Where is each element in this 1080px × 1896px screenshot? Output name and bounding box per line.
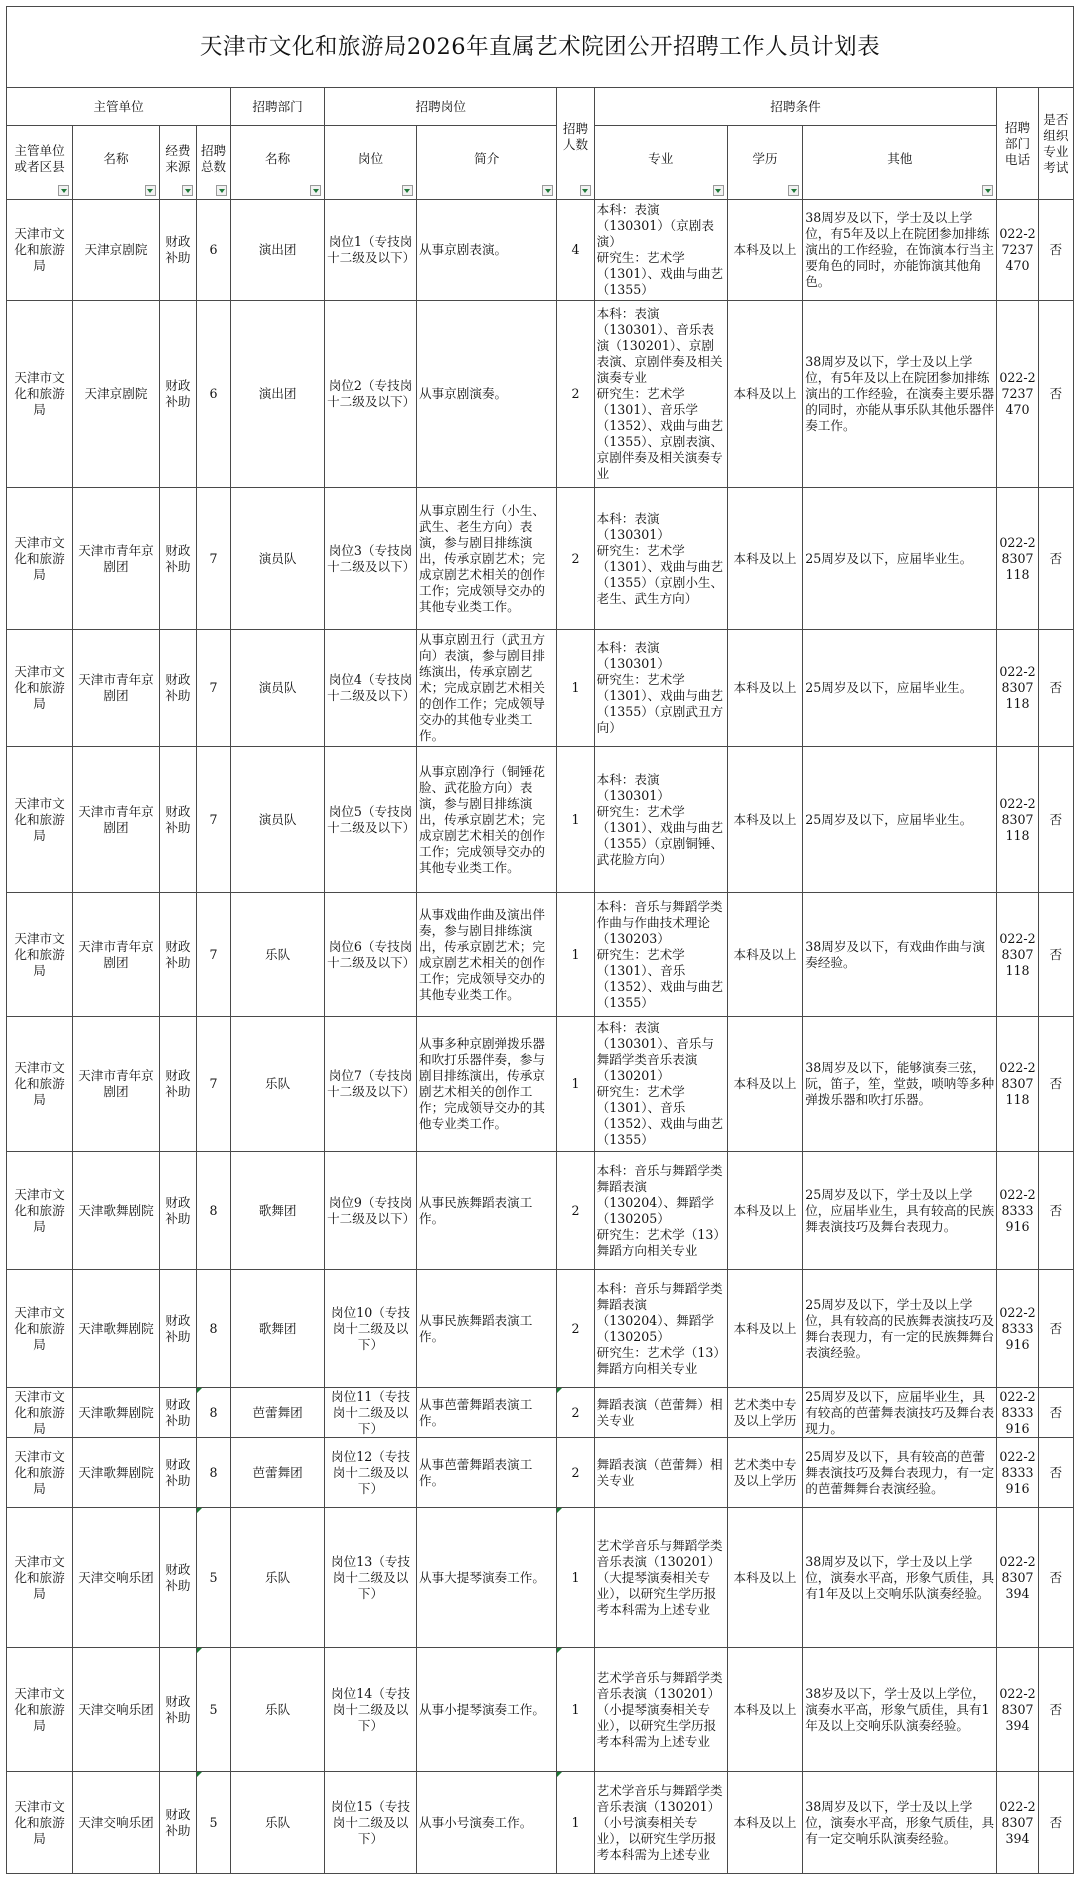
filter-dropdown-intro[interactable] <box>542 185 553 196</box>
total-cell[interactable]: 5 <box>197 1648 231 1772</box>
group-header-unit: 主管单位 <box>7 88 231 126</box>
major-cell[interactable]: 本科：表演（130301） 研究生：艺术学（1301）、戏曲与曲艺（1355）（京剧小生、老生、武生方向） <box>594 488 727 630</box>
dept-cell[interactable]: 演员队 <box>231 488 325 630</box>
exam-cell[interactable]: 否 <box>1038 893 1073 1017</box>
total-cell[interactable]: 8 <box>197 1388 231 1438</box>
unit-name-cell[interactable]: 天津交响乐团 <box>73 1508 160 1648</box>
unit-name-cell[interactable]: 天津市青年京剧团 <box>73 747 160 893</box>
intro-cell[interactable]: 从事京剧表演。 <box>416 200 556 301</box>
district-cell[interactable]: 天津市文化和旅游局 <box>7 1152 73 1270</box>
count-cell[interactable]: 2 <box>557 1438 594 1508</box>
edu-cell[interactable]: 本科及以上 <box>727 630 802 747</box>
funding-cell[interactable]: 财政补助 <box>159 747 196 893</box>
position-cell[interactable]: 岗位6（专技岗十二级及以下） <box>325 893 417 1017</box>
intro-cell[interactable]: 从事民族舞蹈表演工作。 <box>416 1152 556 1270</box>
dept-cell[interactable]: 乐队 <box>231 1017 325 1152</box>
edu-cell[interactable]: 本科及以上 <box>727 1152 802 1270</box>
other-cell[interactable]: 38岁及以下，学士及以上学位，演奏水平高，形象气质佳，具有1年及以上交响乐队演奏经验。 <box>803 1648 997 1772</box>
funding-cell[interactable]: 财政补助 <box>159 1772 196 1874</box>
table-row <box>7 1388 1074 1438</box>
major-cell[interactable]: 本科：音乐与舞蹈学类舞蹈表演（130204）、舞蹈学（130205） 研究生：艺术学（13）舞蹈方向相关专业 <box>594 1270 727 1388</box>
count-cell[interactable]: 1 <box>557 1508 594 1648</box>
major-cell[interactable]: 本科：表演（130301）、音乐表演（130201）、京剧表演、京剧伴奏及相关演奏专业 研究生：艺术学（1301）、音乐学（1352）、戏曲与曲艺（1355）、京剧表演、京剧伴奏及相关演奏专业 <box>594 301 727 488</box>
unit-name-cell[interactable]: 天津市青年京剧团 <box>73 488 160 630</box>
header-major <box>594 126 727 200</box>
count-cell[interactable]: 1 <box>557 630 594 747</box>
filter-dropdown-district[interactable] <box>58 185 69 196</box>
major-cell[interactable]: 舞蹈表演（芭蕾舞）相关专业 <box>594 1388 727 1438</box>
dept-cell[interactable]: 乐队 <box>231 1648 325 1772</box>
count-cell[interactable]: 1 <box>557 1648 594 1772</box>
district-cell[interactable]: 天津市文化和旅游局 <box>7 1648 73 1772</box>
funding-cell[interactable]: 财政补助 <box>159 488 196 630</box>
dept-cell[interactable]: 芭蕾舞团 <box>231 1438 325 1508</box>
unit-name-cell[interactable]: 天津歌舞剧院 <box>73 1388 160 1438</box>
count-cell[interactable]: 1 <box>557 1017 594 1152</box>
recruitment-plan-sheet <box>6 6 1074 1874</box>
district-cell[interactable]: 天津市文化和旅游局 <box>7 1388 73 1438</box>
header-other <box>803 126 997 200</box>
count-cell[interactable]: 2 <box>557 1388 594 1438</box>
dept-cell[interactable]: 歌舞团 <box>231 1270 325 1388</box>
table-row <box>7 630 1074 747</box>
major-cell[interactable]: 本科：表演（130301）、音乐与舞蹈学类音乐表演（130201） 研究生：艺术学（1301）、音乐（1352）、戏曲与曲艺（1355） <box>594 1017 727 1152</box>
position-cell[interactable]: 岗位12（专技岗十二级及以下） <box>325 1438 417 1508</box>
phone-cell[interactable]: 022-28307118 <box>997 630 1038 747</box>
header-district <box>7 126 73 200</box>
table-row <box>7 1772 1074 1874</box>
header-major-label: 专业 <box>648 150 674 166</box>
major-cell[interactable]: 舞蹈表演（芭蕾舞）相关专业 <box>594 1438 727 1508</box>
filter-dropdown-funding[interactable] <box>182 185 193 196</box>
phone-cell[interactable]: 022-28307118 <box>997 488 1038 630</box>
dept-cell[interactable]: 乐队 <box>231 893 325 1017</box>
edu-cell[interactable]: 本科及以上 <box>727 1508 802 1648</box>
header-dept-name <box>231 126 325 200</box>
edu-cell[interactable]: 本科及以上 <box>727 1017 802 1152</box>
table-row <box>7 488 1074 630</box>
intro-cell[interactable]: 从事京剧演奏。 <box>416 301 556 488</box>
funding-cell[interactable]: 财政补助 <box>159 1508 196 1648</box>
exam-cell[interactable]: 否 <box>1038 630 1073 747</box>
unit-name-cell[interactable]: 天津京剧院 <box>73 301 160 488</box>
header-total <box>197 126 231 200</box>
intro-cell[interactable]: 从事小号演奏工作。 <box>416 1772 556 1874</box>
phone-cell[interactable]: 022-28333916 <box>997 1152 1038 1270</box>
unit-name-cell[interactable]: 天津市青年京剧团 <box>73 630 160 747</box>
unit-name-cell[interactable]: 天津京剧院 <box>73 200 160 301</box>
intro-cell[interactable]: 从事大提琴演奏工作。 <box>416 1508 556 1648</box>
phone-cell[interactable]: 022-28333916 <box>997 1438 1038 1508</box>
header-intro-label: 简介 <box>474 150 500 166</box>
total-cell[interactable]: 8 <box>197 1152 231 1270</box>
header-edu <box>727 126 802 200</box>
header-exam-label: 是否组织专业考试 <box>1043 111 1069 175</box>
position-cell[interactable]: 岗位14（专技岗十二级及以下） <box>325 1648 417 1772</box>
edu-cell[interactable]: 本科及以上 <box>727 893 802 1017</box>
funding-cell[interactable]: 财政补助 <box>159 200 196 301</box>
filter-dropdown-dept-name[interactable] <box>310 185 321 196</box>
phone-cell[interactable]: 022-28307118 <box>997 1017 1038 1152</box>
unit-name-cell[interactable]: 天津歌舞剧院 <box>73 1270 160 1388</box>
exam-cell[interactable]: 否 <box>1038 200 1073 301</box>
exam-cell[interactable]: 否 <box>1038 488 1073 630</box>
table-row <box>7 301 1074 488</box>
other-cell[interactable]: 25周岁及以下，应届毕业生。 <box>803 630 997 747</box>
intro-cell[interactable]: 从事小提琴演奏工作。 <box>416 1648 556 1772</box>
intro-cell[interactable]: 从事京剧生行（小生、武生、老生方向）表演，参与剧目排练演出，传承京剧艺术；完成京剧艺术相关的创作工作；完成领导交办的其他专业类工作。 <box>416 488 556 630</box>
count-cell[interactable]: 2 <box>557 1152 594 1270</box>
header-district-label: 主管单位或者区县 <box>14 142 65 174</box>
header-funding <box>159 126 196 200</box>
intro-cell[interactable]: 从事戏曲作曲及演出伴奏，参与剧目排练演出，传承京剧艺术；完成京剧艺术相关的创作工作；完成领导交办的其他专业类工作。 <box>416 893 556 1017</box>
unit-name-cell[interactable]: 天津市青年京剧团 <box>73 1017 160 1152</box>
dept-cell[interactable]: 演员队 <box>231 747 325 893</box>
funding-cell[interactable]: 财政补助 <box>159 301 196 488</box>
table-row <box>7 747 1074 893</box>
header-exam <box>1038 88 1073 200</box>
phone-cell[interactable]: 022-28307394 <box>997 1648 1038 1772</box>
unit-name-cell[interactable]: 天津歌舞剧院 <box>73 1152 160 1270</box>
other-cell[interactable]: 38周岁及以下，能够演奏三弦，阮，笛子，笙，堂鼓，唢呐等多种弹拨乐器和吹打乐器。 <box>803 1017 997 1152</box>
district-cell[interactable]: 天津市文化和旅游局 <box>7 630 73 747</box>
other-cell[interactable]: 25周岁及以下，具有较高的芭蕾舞表演技巧及舞台表现力，有一定的芭蕾舞舞台表演经验。 <box>803 1438 997 1508</box>
count-cell[interactable]: 1 <box>557 893 594 1017</box>
funding-cell[interactable]: 财政补助 <box>159 630 196 747</box>
position-cell[interactable]: 岗位15（专技岗十二级及以下） <box>325 1772 417 1874</box>
position-cell[interactable]: 岗位9（专技岗十二级及以下） <box>325 1152 417 1270</box>
intro-cell[interactable]: 从事芭蕾舞蹈表演工作。 <box>416 1388 556 1438</box>
position-cell[interactable]: 岗位1（专技岗十二级及以下） <box>325 200 417 301</box>
total-cell[interactable]: 7 <box>197 747 231 893</box>
other-cell[interactable]: 38周岁及以下，学士及以上学位，演奏水平高，形象气质佳，具有1年及以上交响乐队演奏经验。 <box>803 1508 997 1648</box>
filter-dropdown-edu[interactable] <box>788 185 799 196</box>
filter-dropdown-unit-name[interactable] <box>145 185 156 196</box>
header-count-label: 招聘人数 <box>562 120 589 152</box>
phone-cell[interactable]: 022-27237470 <box>997 301 1038 488</box>
district-cell[interactable]: 天津市文化和旅游局 <box>7 1508 73 1648</box>
position-cell[interactable]: 岗位5（专技岗十二级及以下） <box>325 747 417 893</box>
unit-name-cell[interactable]: 天津交响乐团 <box>73 1772 160 1874</box>
table-row <box>7 1648 1074 1772</box>
district-cell[interactable]: 天津市文化和旅游局 <box>7 1772 73 1874</box>
position-cell[interactable]: 岗位4（专技岗十二级及以下） <box>325 630 417 747</box>
table-row <box>7 1438 1074 1508</box>
header-unit-name-label: 名称 <box>103 150 129 166</box>
district-cell[interactable]: 天津市文化和旅游局 <box>7 488 73 630</box>
position-cell[interactable]: 岗位10（专技岗十二级及以下） <box>325 1270 417 1388</box>
other-cell[interactable]: 38周岁及以下，学士及以上学位，演奏水平高，形象气质佳，具有一定交响乐队演奏经验。 <box>803 1772 997 1874</box>
other-cell[interactable]: 25周岁及以下，应届毕业生，具有较高的芭蕾舞表演技巧及舞台表现力。 <box>803 1388 997 1438</box>
edu-cell[interactable]: 本科及以上 <box>727 301 802 488</box>
dept-cell[interactable]: 演出团 <box>231 200 325 301</box>
exam-cell[interactable]: 否 <box>1038 1388 1073 1438</box>
total-cell[interactable]: 7 <box>197 893 231 1017</box>
other-cell[interactable]: 38周岁及以下，学士及以上学位，有5年及以上在院团参加排练演出的工作经验，在演奏主要乐器的同时，亦能从事乐队其他乐器伴奏工作。 <box>803 301 997 488</box>
total-cell[interactable]: 6 <box>197 200 231 301</box>
dept-cell[interactable]: 芭蕾舞团 <box>231 1388 325 1438</box>
position-cell[interactable]: 岗位7（专技岗十二级及以下） <box>325 1017 417 1152</box>
total-cell[interactable]: 5 <box>197 1772 231 1874</box>
major-cell[interactable]: 本科：表演（130301）（京剧表演） 研究生：艺术学（1301）、戏曲与曲艺（1355） <box>594 200 727 301</box>
position-cell[interactable]: 岗位11（专技岗十二级及以下） <box>325 1388 417 1438</box>
table-row <box>7 200 1074 301</box>
edu-cell[interactable]: 本科及以上 <box>727 1648 802 1772</box>
position-cell[interactable]: 岗位2（专技岗十二级及以下） <box>325 301 417 488</box>
header-intro <box>416 126 556 200</box>
total-cell[interactable]: 7 <box>197 630 231 747</box>
total-cell[interactable]: 6 <box>197 301 231 488</box>
count-cell[interactable]: 2 <box>557 488 594 630</box>
edu-cell[interactable]: 本科及以上 <box>727 747 802 893</box>
group-header-dept: 招聘部门 <box>231 88 325 126</box>
table-row <box>7 1152 1074 1270</box>
header-phone-label: 招聘部门电话 <box>1004 119 1031 167</box>
funding-cell[interactable]: 财政补助 <box>159 1017 196 1152</box>
dept-cell[interactable]: 乐队 <box>231 1508 325 1648</box>
unit-name-cell[interactable]: 天津交响乐团 <box>73 1648 160 1772</box>
header-unit-name <box>73 126 160 200</box>
edu-cell[interactable]: 艺术类中专及以上学历 <box>727 1438 802 1508</box>
funding-cell[interactable]: 财政补助 <box>159 1388 196 1438</box>
header-total-label: 招聘总数 <box>200 142 227 174</box>
major-cell[interactable]: 本科：音乐与舞蹈学类作曲与作曲技术理论（130203） 研究生：艺术学（1301）、音乐（1352）、戏曲与曲艺（1355） <box>594 893 727 1017</box>
header-position <box>325 126 417 200</box>
major-cell[interactable]: 本科：音乐与舞蹈学类舞蹈表演（130204）、舞蹈学（130205） 研究生：艺术学（13）舞蹈方向相关专业 <box>594 1152 727 1270</box>
total-cell[interactable]: 8 <box>197 1270 231 1388</box>
district-cell[interactable]: 天津市文化和旅游局 <box>7 301 73 488</box>
phone-cell[interactable]: 022-28333916 <box>997 1270 1038 1388</box>
table-row <box>7 1017 1074 1152</box>
district-cell[interactable]: 天津市文化和旅游局 <box>7 200 73 301</box>
header-position-label: 岗位 <box>357 150 384 166</box>
other-cell[interactable]: 25周岁及以下，应届毕业生。 <box>803 488 997 630</box>
table-row <box>7 1270 1074 1388</box>
exam-cell[interactable]: 否 <box>1038 1270 1073 1388</box>
position-cell[interactable]: 岗位13（专技岗十二级及以下） <box>325 1508 417 1648</box>
intro-cell[interactable]: 从事民族舞蹈表演工作。 <box>416 1270 556 1388</box>
dept-cell[interactable]: 演员队 <box>231 630 325 747</box>
district-cell[interactable]: 天津市文化和旅游局 <box>7 1017 73 1152</box>
major-cell[interactable]: 本科：表演（130301） 研究生：艺术学（1301）、戏曲与曲艺（1355）（京剧铜锤、武花脸方向） <box>594 747 727 893</box>
major-cell[interactable]: 艺术学音乐与舞蹈学类音乐表演（130201）（大提琴演奏相关专业），以研究生学历报考本科需为上述专业 <box>594 1508 727 1648</box>
district-cell[interactable]: 天津市文化和旅游局 <box>7 893 73 1017</box>
filter-dropdown-major[interactable] <box>713 185 724 196</box>
total-cell[interactable]: 7 <box>197 488 231 630</box>
count-cell[interactable]: 4 <box>557 200 594 301</box>
edu-cell[interactable]: 本科及以上 <box>727 1270 802 1388</box>
recruitment-table <box>6 6 1074 1874</box>
filter-dropdown-other[interactable] <box>982 185 993 196</box>
other-cell[interactable]: 38周岁及以下，学士及以上学位，有5年及以上在院团参加排练演出的工作经验，在饰演本行当主要角色的同时，亦能饰演其他角色。 <box>803 200 997 301</box>
edu-cell[interactable]: 本科及以上 <box>727 488 802 630</box>
other-cell[interactable]: 25周岁及以下，学士及以上学位，应届毕业生，具有较高的民族舞表演技巧及舞台表现力。 <box>803 1152 997 1270</box>
position-cell[interactable]: 岗位3（专技岗十二级及以下） <box>325 488 417 630</box>
unit-name-cell[interactable]: 天津歌舞剧院 <box>73 1438 160 1508</box>
group-header-conditions: 招聘条件 <box>594 88 997 126</box>
exam-cell[interactable]: 否 <box>1038 1648 1073 1772</box>
table-body <box>7 200 1074 1874</box>
edu-cell[interactable]: 本科及以上 <box>727 1772 802 1874</box>
dept-cell[interactable]: 乐队 <box>231 1772 325 1874</box>
phone-cell[interactable]: 022-27237470 <box>997 200 1038 301</box>
phone-cell[interactable]: 022-28307394 <box>997 1508 1038 1648</box>
district-cell[interactable]: 天津市文化和旅游局 <box>7 1438 73 1508</box>
exam-cell[interactable]: 否 <box>1038 747 1073 893</box>
exam-cell[interactable]: 否 <box>1038 1152 1073 1270</box>
district-cell[interactable]: 天津市文化和旅游局 <box>7 747 73 893</box>
edu-cell[interactable]: 艺术类中专及以上学历 <box>727 1388 802 1438</box>
edu-cell[interactable]: 本科及以上 <box>727 200 802 301</box>
count-cell[interactable]: 1 <box>557 1772 594 1874</box>
header-dept-name-label: 名称 <box>264 150 291 166</box>
intro-cell[interactable]: 从事芭蕾舞蹈表演工作。 <box>416 1438 556 1508</box>
funding-cell[interactable]: 财政补助 <box>159 1438 196 1508</box>
intro-cell[interactable]: 从事京剧丑行（武丑方向）表演，参与剧目排练演出，传承京剧艺术；完成京剧艺术相关的创作工作；完成领导交办的其他专业类工作。 <box>416 630 556 747</box>
phone-cell[interactable]: 022-28307394 <box>997 1772 1038 1874</box>
filter-dropdown-count[interactable] <box>580 185 591 196</box>
phone-cell[interactable]: 022-28307118 <box>997 747 1038 893</box>
page-title: 天津市文化和旅游局2026年直属艺术院团公开招聘工作人员计划表 <box>7 7 1074 88</box>
intro-cell[interactable]: 从事多种京剧弹拨乐器和吹打乐器伴奏，参与剧目排练演出，传承京剧艺术相关的创作工作；完成领导交办的其他专业类工作。 <box>416 1017 556 1152</box>
header-other-label: 其他 <box>887 150 913 166</box>
total-cell[interactable]: 8 <box>197 1438 231 1508</box>
district-cell[interactable]: 天津市文化和旅游局 <box>7 1270 73 1388</box>
exam-cell[interactable]: 否 <box>1038 1772 1073 1874</box>
unit-name-cell[interactable]: 天津市青年京剧团 <box>73 893 160 1017</box>
other-cell[interactable]: 25周岁及以下，应届毕业生。 <box>803 747 997 893</box>
funding-cell[interactable]: 财政补助 <box>159 1648 196 1772</box>
phone-cell[interactable]: 022-28333916 <box>997 1388 1038 1438</box>
funding-cell[interactable]: 财政补助 <box>159 893 196 1017</box>
header-count <box>557 88 594 200</box>
phone-cell[interactable]: 022-28307118 <box>997 893 1038 1017</box>
major-cell[interactable]: 艺术学音乐与舞蹈学类音乐表演（130201）（小提琴演奏相关专业），以研究生学历报考本科需为上述专业 <box>594 1648 727 1772</box>
count-cell[interactable]: 2 <box>557 301 594 488</box>
major-cell[interactable]: 艺术学音乐与舞蹈学类音乐表演（130201）（小号演奏相关专业），以研究生学历报考本科需为上述专业 <box>594 1772 727 1874</box>
exam-cell[interactable]: 否 <box>1038 1438 1073 1508</box>
exam-cell[interactable]: 否 <box>1038 301 1073 488</box>
header-phone <box>997 88 1038 200</box>
table-row <box>7 1508 1074 1648</box>
filter-dropdown-position[interactable] <box>402 185 413 196</box>
dept-cell[interactable]: 演出团 <box>231 301 325 488</box>
group-header-post: 招聘岗位 <box>325 88 557 126</box>
other-cell[interactable]: 38周岁及以下，有戏曲作曲与演奏经验。 <box>803 893 997 1017</box>
count-cell[interactable]: 1 <box>557 747 594 893</box>
total-cell[interactable]: 7 <box>197 1017 231 1152</box>
exam-cell[interactable]: 否 <box>1038 1017 1073 1152</box>
other-cell[interactable]: 25周岁及以下，学士及以上学位，具有较高的民族舞表演技巧及舞台表现力，有一定的民族舞舞台表演经验。 <box>803 1270 997 1388</box>
exam-cell[interactable]: 否 <box>1038 1508 1073 1648</box>
table-row <box>7 893 1074 1017</box>
intro-cell[interactable]: 从事京剧净行（铜锤花脸、武花脸方向）表演，参与剧目排练演出，传承京剧艺术；完成京剧艺术相关的创作工作；完成领导交办的其他专业类工作。 <box>416 747 556 893</box>
count-cell[interactable]: 2 <box>557 1270 594 1388</box>
funding-cell[interactable]: 财政补助 <box>159 1152 196 1270</box>
funding-cell[interactable]: 财政补助 <box>159 1270 196 1388</box>
header-edu-label: 学历 <box>752 150 778 166</box>
major-cell[interactable]: 本科：表演（130301） 研究生：艺术学（1301）、戏曲与曲艺（1355）（京剧武丑方向） <box>594 630 727 747</box>
total-cell[interactable]: 5 <box>197 1508 231 1648</box>
filter-dropdown-total[interactable] <box>216 185 227 196</box>
header-funding-label: 经费来源 <box>165 142 191 174</box>
dept-cell[interactable]: 歌舞团 <box>231 1152 325 1270</box>
